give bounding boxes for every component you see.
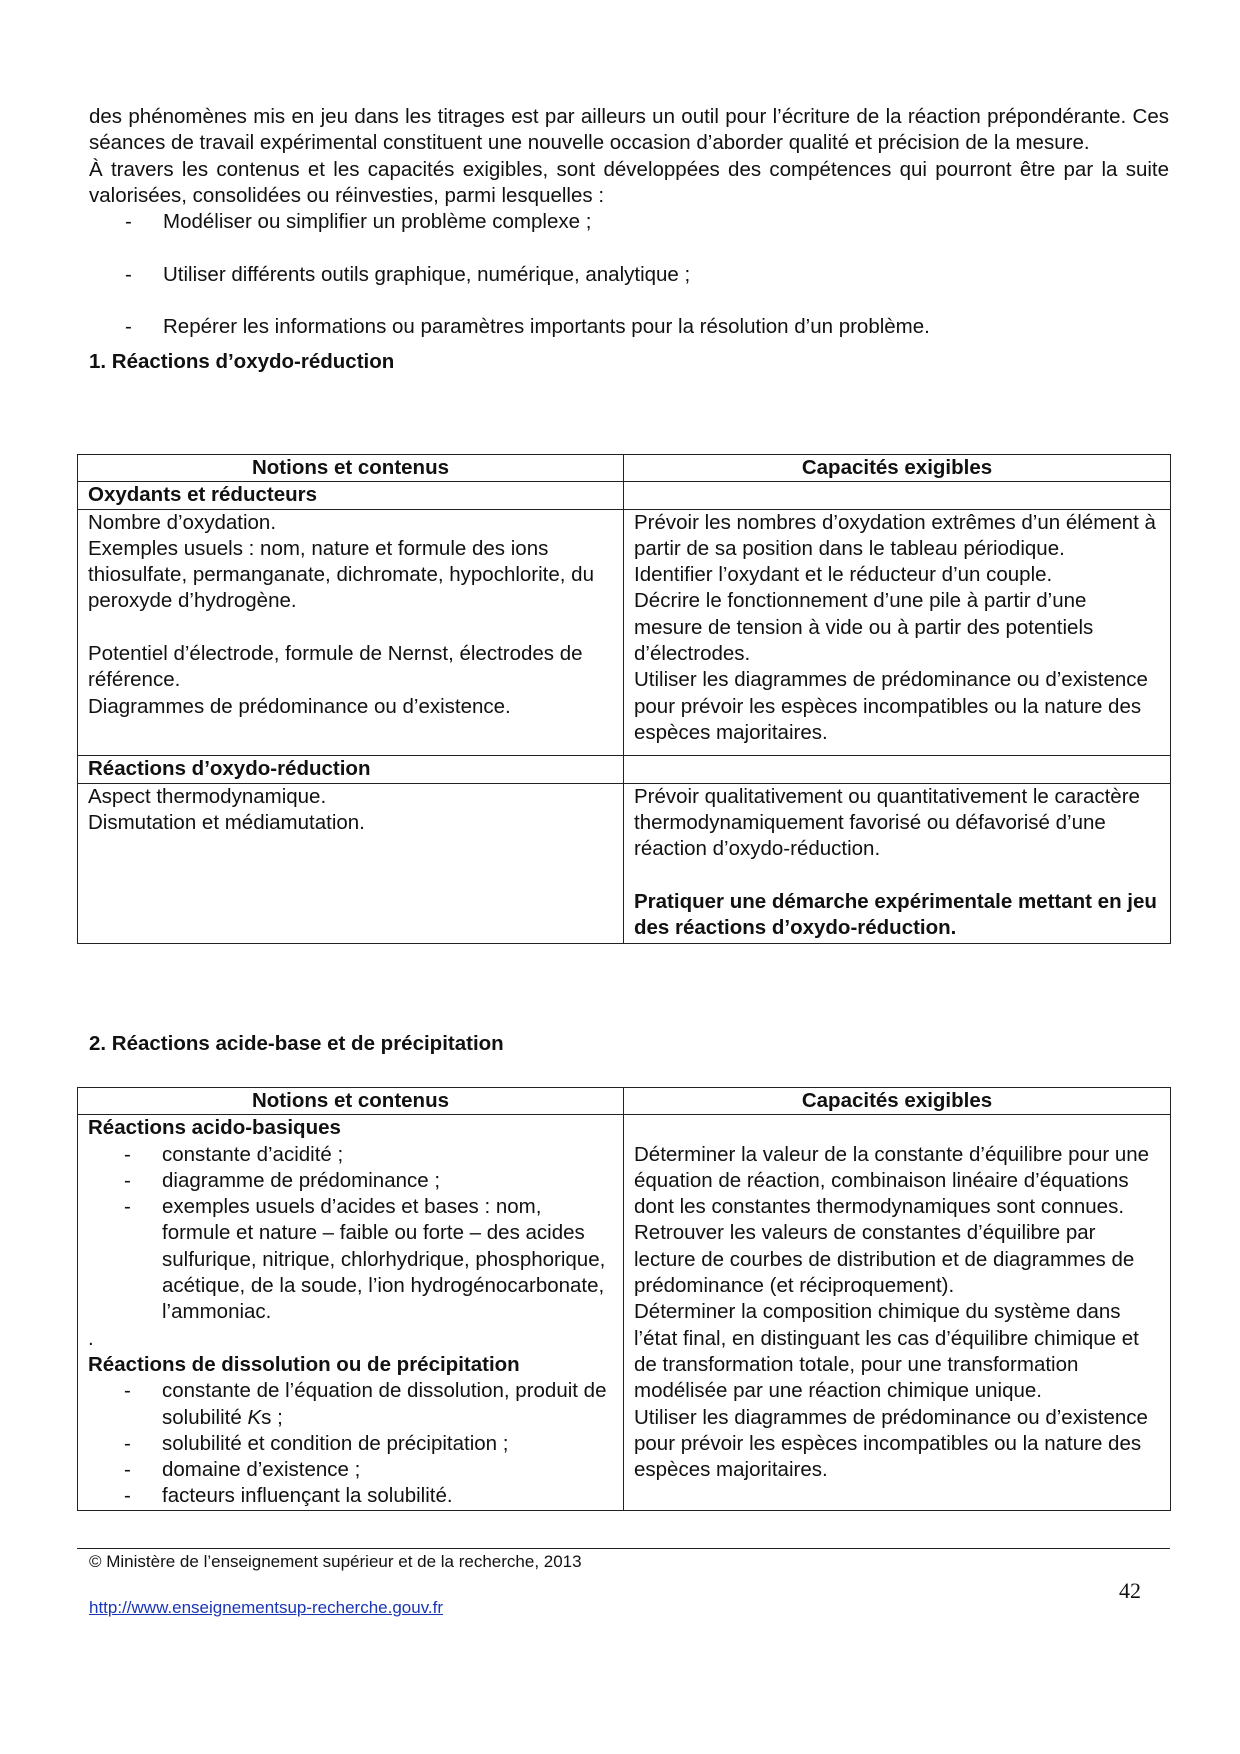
footer-divider bbox=[77, 1548, 1170, 1549]
dash-bullet: - bbox=[124, 1168, 131, 1192]
list-item: - solubilité et condition de précipitation ; bbox=[88, 1431, 613, 1457]
dash-bullet: - bbox=[124, 1142, 131, 1166]
dash-bullet: - bbox=[124, 1195, 131, 1219]
list-item: - Modéliser ou simplifier un problème complexe ; bbox=[89, 209, 1169, 235]
table-header-row bbox=[78, 1088, 1171, 1115]
table-row bbox=[78, 783, 1171, 944]
acido-list bbox=[88, 1142, 613, 1326]
intro-paragraph-2: À travers les contenus et les capacités exigibles, sont développées des compétences qui pourront être par la suite valorisées, consolidées ou réinvesties, parmi lesquelles : bbox=[89, 157, 1169, 207]
ks-symbol: K bbox=[247, 1405, 262, 1429]
dash-bullet: - bbox=[125, 262, 132, 286]
dash-bullet: - bbox=[124, 1431, 131, 1455]
page-number: 42 bbox=[1119, 1578, 1141, 1603]
empty-cell bbox=[624, 756, 1171, 783]
section-1-table bbox=[77, 454, 1171, 944]
block-heading: Oxydants et réducteurs bbox=[78, 482, 624, 509]
dash-bullet: - bbox=[125, 210, 132, 234]
header-capacites: Capacités exigibles bbox=[624, 455, 1171, 482]
table-row bbox=[78, 756, 1171, 783]
capacites-cell: Déterminer la valeur de la constante d’équilibre pour une équation de réaction, combinaison linéaire d’équations dont les constantes thermodynamiques sont connues. Retrouver les valeurs de constantes d’équilibre par lecture de courbes de distribution et de diagrammes de prédominance (et réciproquement). Déterminer la composition chimique du système dans l’état final, en distinguant les cas d’équilibre chimique et de transformation totale, pour une transformation modélisée par une réaction chimique unique. Utiliser les diagrammes de prédominance ou d’existence pour prévoir les espèces incompatibles ou la nature des espèces majoritaires. bbox=[624, 1115, 1171, 1510]
list-item: - Utiliser différents outils graphique, numérique, analytique ; bbox=[89, 262, 1169, 288]
intro-text bbox=[89, 104, 1169, 341]
empty-cell bbox=[624, 482, 1171, 509]
header-notions: Notions et contenus bbox=[78, 455, 624, 482]
capacites-cell: Prévoir qualitativement ou quantitativement le caractère thermodynamiquement favorisé ou défavorisé d’une réaction d’oxydo-réduction. Pratiquer une démarche expérimentale mettant en jeu des réactions d’oxydo-réduction. bbox=[624, 783, 1171, 944]
table-row bbox=[78, 1115, 1171, 1510]
intro-paragraph-1: des phénomènes mis en jeu dans les titrages est par ailleurs un outil pour l’écriture de la réaction prépondérante. Ces séances de travail expérimental constituent une nouvelle occasion d’aborder qualité et précision de la mesure. bbox=[89, 105, 1169, 155]
list-item: - facteurs influençant la solubilité. bbox=[88, 1483, 613, 1509]
table-row bbox=[78, 509, 1171, 756]
block-heading: Réactions d’oxydo-réduction bbox=[78, 756, 624, 783]
notions-cell bbox=[78, 1115, 624, 1510]
table-row bbox=[78, 482, 1171, 509]
table-header-row bbox=[78, 455, 1171, 482]
list-item: - Repérer les informations ou paramètres importants pour la résolution d’un problème. bbox=[89, 314, 1169, 340]
notions-cell: Nombre d’oxydation. Exemples usuels : nom, nature et formule des ions thiosulfate, permanganate, dichromate, hypochlorite, du peroxyde d’hydrogène. Potentiel d’électrode, formule de Nernst, électrodes de référence. Diagrammes de prédominance ou d’existence. bbox=[78, 509, 624, 756]
header-capacites: Capacités exigibles bbox=[624, 1088, 1171, 1115]
dash-bullet: - bbox=[125, 315, 132, 339]
footer-copyright: © Ministère de l’enseignement supérieur et de la recherche, 2013 bbox=[89, 1552, 582, 1571]
stray-period: . bbox=[88, 1326, 94, 1350]
dash-bullet: - bbox=[124, 1484, 131, 1508]
block-heading: Réactions acido-basiques bbox=[88, 1116, 341, 1140]
section-1-title: 1. Réactions d’oxydo-réduction bbox=[89, 350, 395, 373]
competences-list bbox=[89, 209, 1169, 340]
list-item: - exemples usuels d’acides et bases : nom, formule et nature – faible ou forte – des acides sulfurique, nitrique, chlorhydrique, phosphorique, acétique, de la soude, l’ion hydrogénocarbonate, l’ammoniac. bbox=[124, 1195, 606, 1324]
list-item: - constante d’acidité ; bbox=[88, 1142, 613, 1168]
section-2-title: 2. Réactions acide-base et de précipitation bbox=[89, 1032, 504, 1055]
list-item: - constante de l’équation de dissolution, produit de solubilité Ks ; bbox=[124, 1379, 607, 1429]
block-heading: Réactions de dissolution ou de précipitation bbox=[88, 1352, 520, 1376]
footer-link[interactable]: http://www.enseignementsup-recherche.gouv.fr bbox=[89, 1598, 444, 1617]
section-2-table bbox=[77, 1087, 1171, 1511]
dash-bullet: - bbox=[124, 1379, 131, 1403]
list-item: - diagramme de prédominance ; bbox=[88, 1168, 613, 1194]
dissolution-list bbox=[88, 1378, 613, 1509]
capacites-cell: Prévoir les nombres d’oxydation extrêmes d’un élément à partir de sa position dans le tableau périodique. Identifier l’oxydant et le réducteur d’un couple. Décrire le fonctionnement d’une pile à partir d’une mesure de tension à vide ou à partir des potentiels d’électrodes. Utiliser les diagrammes de prédominance ou d’existence pour prévoir les espèces incompatibles ou la nature des espèces majoritaires. bbox=[624, 509, 1171, 756]
list-item: - domaine d’existence ; bbox=[88, 1457, 613, 1483]
notions-cell: Aspect thermodynamique. Dismutation et médiamutation. bbox=[78, 783, 624, 944]
header-notions: Notions et contenus bbox=[78, 1088, 624, 1115]
dash-bullet: - bbox=[124, 1458, 131, 1482]
